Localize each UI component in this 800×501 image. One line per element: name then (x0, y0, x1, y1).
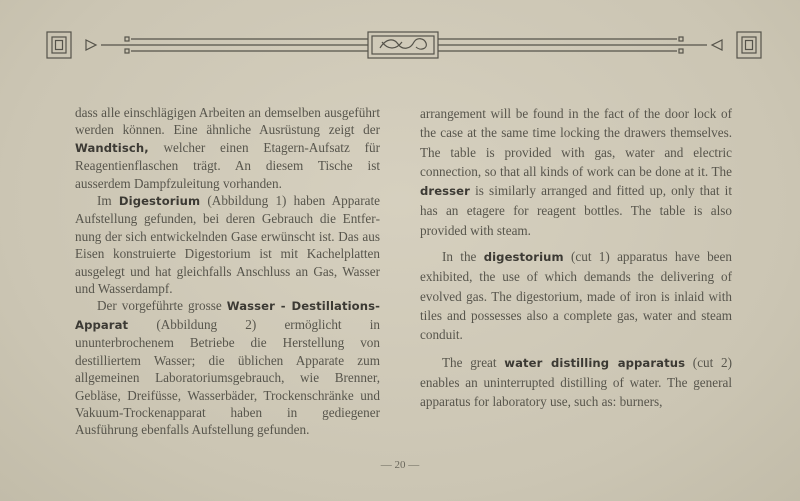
text-run: dass alle einschlägigen Arbeiten an demselben ausgeführt werden können. Eine ähnliche Ausrüstung zeigt der (75, 105, 380, 138)
text-run: (cut 1) apparatus have been exhibited, the use of which demands the delivering of evolved gas. The digestorium, made of iron is inlaid with tiles and possesses also a complete gas, water and steam conduit. (420, 249, 732, 343)
bold-term: Digestorium (118, 194, 201, 209)
paragraph (75, 104, 380, 192)
text-run: (Abbildung 2) ermöglicht in ununterbrochenem Betriebe die Herstellung von destilliertem Wasser; die üblichen Apparate zum allgemeinen Laboratoriumsgebrauch, wie Brenner, Gebläse, Dreifüsse, Wasserbäder, Trockenschränke und Vakuum-Trockenapparat haben in gediegener Ausführung ebenfalls Aufstellung gefunden. (75, 316, 380, 438)
paragraph (420, 104, 732, 240)
bold-term: dresser (420, 184, 470, 199)
text-run: (cut 2) enables an uninterrupted distilling of water. The general apparatus for laboratory use, such as: burners, (420, 354, 732, 410)
german-text-column (75, 104, 380, 439)
text-run: The great (442, 354, 505, 370)
text-run: In the (442, 249, 484, 265)
paragraph (420, 247, 732, 344)
text-run: arrangement will be found in the fact of the door lock of the case at the same time locking the drawers themselves. The table is provided with gas, water and electric connection, so that all kinds of work can be done at it. The (420, 106, 732, 179)
bold-term: digestorium (483, 250, 564, 265)
text-run: Der vorgeführte grosse (97, 298, 227, 314)
page-number: — 20 — (380, 459, 420, 471)
english-text-column (420, 104, 732, 411)
bold-term: Wandtisch, (75, 140, 149, 155)
paragraph (75, 192, 380, 297)
bold-term: Wasser - Destillations-Apparat (75, 299, 380, 332)
bold-term: water distilling apparatus (504, 355, 686, 370)
paragraph (75, 297, 380, 438)
text-run: welcher einen Etagern-Aufsatz für Reagentienflaschen trägt. An diesem Tische ist ausserdem Dampfzuleitung vorhanden. (75, 139, 380, 191)
paragraph (420, 353, 732, 412)
ornament-border-icon (46, 30, 762, 60)
ornamental-header (46, 30, 762, 60)
text-run: Im (97, 193, 119, 209)
text-run: is similarly arranged and fitted up, only that it has an etagere for reagent bottles. The table is also provided with steam. (420, 183, 732, 238)
text-run: (Abbildung 1) haben Apparate Aufstellung gefunden, bei deren Gebrauch die Entfernung der sich entwickelnden Gase erwünscht ist. Das aus Eisen konstruierte Digestorium ist mit Kachelplatten ausgelegt und hat gleichfalls Anschluss an Gas, Wasser und Wasserdampf. (75, 193, 380, 297)
